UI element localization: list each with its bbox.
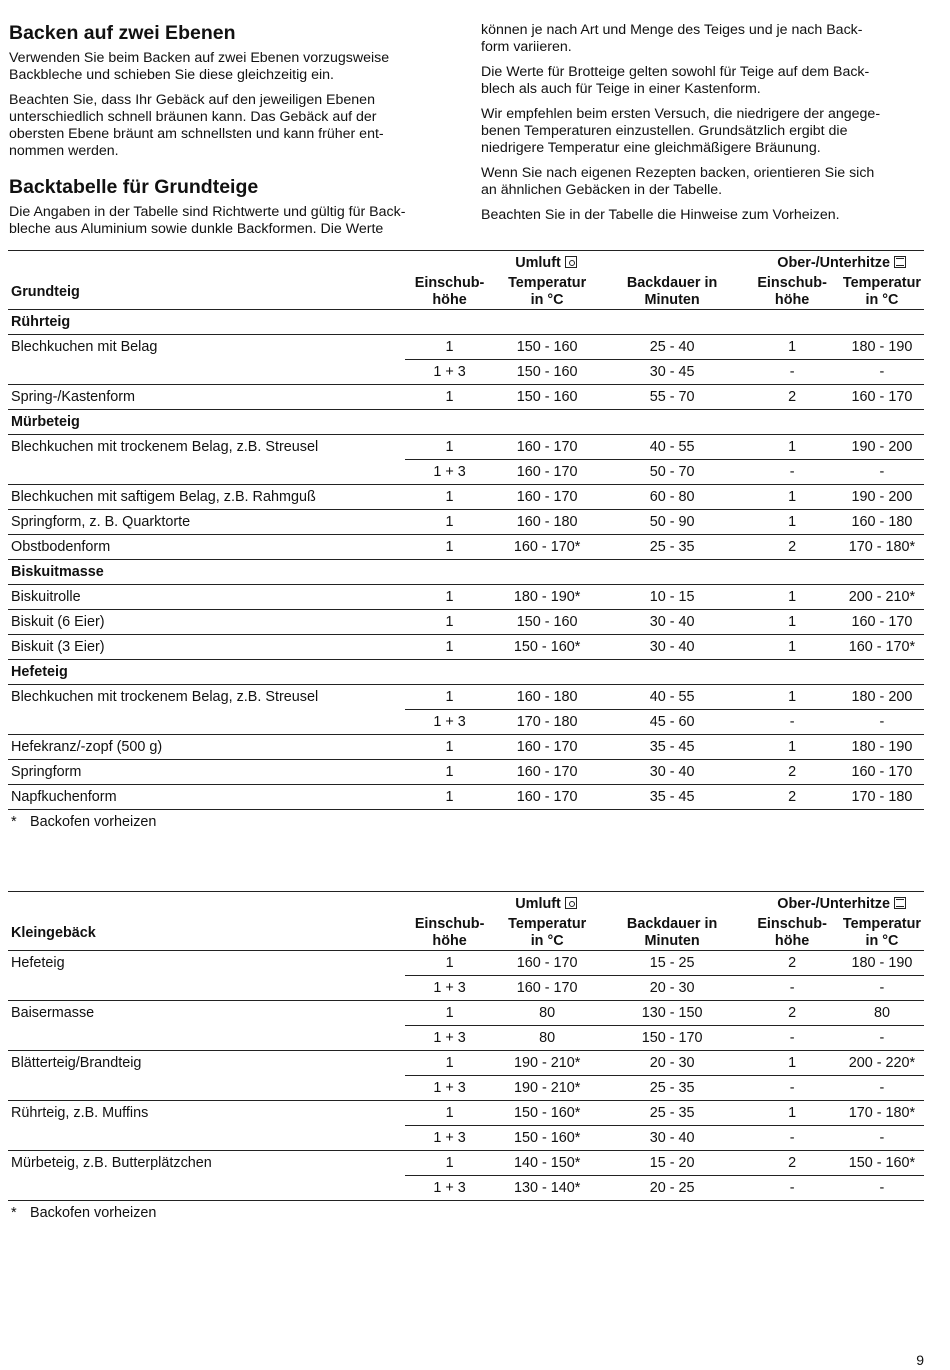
row-value: 35 - 45 (600, 735, 744, 760)
column-header-temperatur: Temperatur in °C (508, 916, 587, 949)
group-name: Biskuitmasse (8, 560, 924, 585)
ober-unterhitze-label: Ober-/Unterhitze (777, 255, 890, 271)
row-value: 1 (405, 635, 495, 660)
table-row (8, 510, 924, 535)
row-label: Obstbodenform (8, 535, 405, 560)
row-value: 130 - 140* (494, 1176, 599, 1201)
row-value: 1 (445, 955, 454, 971)
row-value: 160 - 180 (840, 510, 924, 535)
column-header-row (8, 275, 924, 310)
row-value: 180 - 200 (840, 685, 924, 710)
row-value: 80 (494, 1026, 599, 1051)
row-value: 25 - 35 (600, 1101, 744, 1126)
row-label: Blechkuchen mit saftigem Belag, z.B. Rahmguß (8, 485, 405, 510)
row-value: 1 (405, 510, 495, 535)
header-row (8, 892, 924, 917)
paragraph: Wenn Sie nach eigenen Rezepten backen, orientieren Sie sich an ähnlichen Gebäcken in der Tabelle. (481, 165, 875, 198)
row-value: 1 (744, 685, 840, 710)
left-text-column (9, 22, 454, 246)
group-name: Rührteig (11, 314, 71, 330)
row-value: 80 (494, 1001, 599, 1026)
row-value: 25 - 35 (600, 1076, 744, 1101)
row-value: 200 - 220* (840, 1051, 924, 1076)
header-spacer (8, 892, 405, 917)
table-row (8, 585, 924, 610)
column-header-row (8, 916, 924, 951)
row-value: 190 - 210* (494, 1051, 599, 1076)
column-header-einschub: Einschub- höhe (414, 916, 485, 949)
row-value: 160 - 170 (494, 435, 599, 460)
ober-unterhitze-header (744, 892, 924, 917)
row-value: 40 - 55 (600, 685, 744, 710)
row-value: 1 (405, 435, 495, 460)
row-label (8, 710, 405, 735)
row-value: 1 (405, 760, 495, 785)
row-label: Hefeteig (11, 955, 65, 972)
footnote-text: Backofen vorheizen (30, 1205, 157, 1221)
row-label (8, 976, 405, 1001)
row-value: 200 - 210* (840, 585, 924, 610)
footnote-row (8, 1201, 924, 1226)
table-row (8, 1151, 924, 1176)
footnote-mark: * (11, 1205, 17, 1221)
row-value: 1 + 3 (405, 460, 495, 485)
paragraph: Verwenden Sie beim Backen auf zwei Ebenen vorzugsweise Backbleche und schieben Sie diese gleichzeitig ein. (9, 50, 390, 83)
row-value: 30 - 45 (600, 360, 744, 385)
fan-oven-icon (565, 897, 577, 909)
table-row (8, 485, 924, 510)
row-value: 1 + 3 (405, 1176, 495, 1201)
row-value: 1 (744, 510, 840, 535)
row-value: 80 (840, 1001, 924, 1026)
column-header-temperatur: Temperatur in °C (842, 916, 921, 949)
row-label: Springform (8, 760, 405, 785)
ober-unterhitze-header (744, 251, 924, 276)
row-value: 20 - 30 (600, 976, 744, 1001)
row-value: 1 (744, 635, 840, 660)
paragraph: Die Werte für Brotteige gelten sowohl für Teige auf dem Back- blech als auch für Teige in einer Kastenform. (481, 64, 870, 97)
row-label: Napfkuchenform (8, 785, 405, 810)
row-value: 1 (744, 610, 840, 635)
row-value: 150 - 160 (494, 385, 599, 410)
row-value: - (744, 360, 840, 385)
row-value: 160 - 170 (494, 485, 599, 510)
row-value: 1 (405, 585, 495, 610)
row-label: Rührteig, z.B. Muffins (8, 1101, 405, 1126)
row-value: 30 - 40 (600, 1126, 744, 1151)
row-value: - (744, 1176, 840, 1201)
table-row (8, 1076, 924, 1101)
row-value: 1 (744, 585, 840, 610)
row-value: - (840, 1076, 924, 1101)
top-bottom-heat-icon (894, 897, 906, 909)
row-value: 150 - 160* (494, 635, 599, 660)
row-value: 160 - 170 (840, 760, 924, 785)
table-row (8, 685, 924, 710)
row-label (8, 1076, 405, 1101)
row-label: Biskuit (6 Eier) (8, 610, 405, 635)
row-label: Biskuitrolle (8, 585, 405, 610)
row-value: 55 - 70 (600, 385, 744, 410)
footnote (8, 810, 924, 835)
row-value: 1 (405, 1051, 495, 1076)
row-value: 170 - 180 (840, 785, 924, 810)
row-value: 30 - 40 (600, 760, 744, 785)
row-value: - (744, 1126, 840, 1151)
row-value: 1 (405, 785, 495, 810)
row-value: 1 (405, 1101, 495, 1126)
row-value: 1 (405, 735, 495, 760)
row-value: 180 - 190 (840, 335, 924, 360)
right-text-column (481, 22, 926, 232)
row-value: 35 - 45 (600, 785, 744, 810)
row-value: 1 (744, 435, 840, 460)
column-header-einschub: Einschub- höhe (414, 275, 485, 308)
row-value: - (744, 710, 840, 735)
row-value: 1 (405, 1151, 495, 1176)
ober-unterhitze-label: Ober-/Unterhitze (777, 896, 890, 912)
row-value: 1 + 3 (405, 1076, 495, 1101)
row-value: 160 - 170 (494, 735, 599, 760)
header-row (8, 251, 924, 276)
footnote-mark: * (11, 814, 17, 830)
group-header-row (8, 410, 924, 435)
page-number: 9 (916, 1352, 924, 1368)
table-row (8, 1176, 924, 1201)
top-bottom-heat-icon (894, 256, 906, 268)
row-label: Blechkuchen mit trockenem Belag, z.B. Streusel (8, 685, 405, 710)
footnote-row (8, 810, 924, 835)
row-value: 20 - 30 (600, 1051, 744, 1076)
row-value: 30 - 40 (600, 610, 744, 635)
row-value: 1 (405, 485, 495, 510)
group-header-row (8, 560, 924, 585)
row-value: 150 - 160 (494, 335, 599, 360)
row-value: - (840, 1176, 924, 1201)
row-value: 170 - 180 (494, 710, 599, 735)
row-value: 10 - 15 (600, 585, 744, 610)
table-row (8, 1026, 924, 1051)
row-value: 180 - 190* (494, 585, 599, 610)
umluft-header (405, 251, 745, 276)
row-value: 150 - 160 (494, 610, 599, 635)
column-header-einschub: Einschub- höhe (757, 275, 827, 308)
table-row (8, 335, 924, 360)
row-value: 60 - 80 (600, 485, 744, 510)
row-value: 180 - 190 (840, 735, 924, 760)
row-value: 160 - 170* (840, 635, 924, 660)
row-value: 150 - 160 (494, 360, 599, 385)
row-value: 40 - 55 (600, 435, 744, 460)
table-row (8, 1051, 924, 1076)
row-label (8, 460, 405, 485)
table-row (8, 1126, 924, 1151)
row-label: Hefekranz/-zopf (500 g) (8, 735, 405, 760)
group-name: Hefeteig (8, 660, 924, 685)
row-value: - (840, 360, 924, 385)
row-label: Spring-/Kastenform (8, 385, 405, 410)
row-value: - (744, 1026, 840, 1051)
row-value: 150 - 160* (840, 1151, 924, 1176)
row-value: 1 (744, 485, 840, 510)
row-value: 160 - 180 (494, 510, 599, 535)
row-value: 1 (405, 1001, 495, 1026)
row-value: 2 (788, 955, 797, 971)
row-value: 1 + 3 (405, 1026, 495, 1051)
paragraph: können je nach Art und Menge des Teiges und je nach Back- form variieren. (481, 22, 863, 55)
table-row (8, 760, 924, 785)
row-value: 1 (405, 685, 495, 710)
row-label: Springform, z. B. Quarktorte (8, 510, 405, 535)
row-value: 160 - 170 (840, 610, 924, 635)
row-value: 45 - 60 (600, 710, 744, 735)
row-label: Biskuit (3 Eier) (8, 635, 405, 660)
table-row (8, 951, 924, 976)
paragraph: Die Angaben in der Tabelle sind Richtwerte und gültig für Back- bleche aus Aluminium sowie dunkle Backformen. Die Werte (9, 204, 406, 237)
row-value: - (840, 710, 924, 735)
table-row (8, 435, 924, 460)
row-value: 1 + 3 (405, 1126, 495, 1151)
row-value: 15 - 25 (649, 955, 695, 971)
row-value: - (840, 1026, 924, 1051)
row-value: - (744, 1076, 840, 1101)
group-name: Mürbeteig (8, 410, 924, 435)
row-value: 1 (744, 335, 840, 360)
row-label: Baisermasse (8, 1001, 405, 1026)
row-value: 180 - 190 (851, 955, 913, 971)
column-header-temperatur: Temperatur in °C (508, 275, 587, 308)
paragraph: Beachten Sie, dass Ihr Gebäck auf den jeweiligen Ebenen unterschiedlich schnell bräunen kann. Das Gebäck auf der obersten Ebene bräunt am schnellsten und kann früher ent- nommen werden. (9, 92, 384, 159)
footnote-text: Backofen vorheizen (30, 814, 157, 830)
row-value: 2 (744, 535, 840, 560)
row-value: 160 - 170 (516, 955, 578, 971)
row-label (8, 1026, 405, 1051)
row-value: 1 + 3 (405, 976, 495, 1001)
row-label: Blechkuchen mit trockenem Belag, z.B. Streusel (8, 435, 405, 460)
baking-table-small-pastries (8, 891, 924, 1225)
row-value: 160 - 170 (494, 460, 599, 485)
row-value: 25 - 35 (600, 535, 744, 560)
row-value: 1 (744, 1051, 840, 1076)
row-value: 190 - 200 (840, 435, 924, 460)
row-value: 1 + 3 (405, 360, 495, 385)
table-row (8, 735, 924, 760)
row-value: 25 - 40 (600, 335, 744, 360)
column-header-backdauer: Backdauer in Minuten (626, 275, 718, 308)
row-value: 170 - 180* (840, 1101, 924, 1126)
paragraph: Wir empfehlen beim ersten Versuch, die niedrigere der angege- benen Temperaturen einzustellen. Grundsätzlich ergibt die niedrigere Temperatur eine gleichmäßigere Bräunung. (481, 106, 881, 156)
row-value: - (744, 976, 840, 1001)
row-value: 150 - 170 (600, 1026, 744, 1051)
row-value: - (744, 460, 840, 485)
heading-baking-table: Backtabelle für Grundteige (9, 176, 259, 198)
row-value: 130 - 150 (600, 1001, 744, 1026)
table-row (8, 460, 924, 485)
table-row (8, 785, 924, 810)
row-value: 160 - 180 (494, 685, 599, 710)
umluft-label: Umluft (515, 896, 561, 912)
row-value: 190 - 200 (840, 485, 924, 510)
table-row (8, 710, 924, 735)
baking-table-basic-doughs (8, 250, 924, 834)
row-value: 170 - 180* (840, 535, 924, 560)
row-value: 160 - 170* (494, 535, 599, 560)
row-value: 50 - 70 (600, 460, 744, 485)
row-value: 15 - 20 (600, 1151, 744, 1176)
table-title: Kleingebäck (11, 924, 96, 941)
group-header-row (8, 310, 924, 335)
row-value: 150 - 160* (494, 1126, 599, 1151)
row-value: 140 - 150* (494, 1151, 599, 1176)
row-value: 190 - 210* (494, 1076, 599, 1101)
row-value: 1 + 3 (405, 710, 495, 735)
table-row (8, 1001, 924, 1026)
table-row (8, 1101, 924, 1126)
row-value: 2 (744, 385, 840, 410)
row-value: - (840, 460, 924, 485)
table-title: Grundteig (11, 283, 80, 300)
row-value: 20 - 25 (600, 1176, 744, 1201)
umluft-label: Umluft (515, 255, 561, 271)
row-value: 2 (744, 1151, 840, 1176)
row-value: - (840, 1126, 924, 1151)
fan-oven-icon (565, 256, 577, 268)
row-label: Blätterteig/Brandteig (8, 1051, 405, 1076)
group-header-row (8, 660, 924, 685)
column-header-einschub: Einschub- höhe (757, 916, 827, 949)
table-row (8, 360, 924, 385)
table-row (8, 535, 924, 560)
heading-two-levels: Backen auf zwei Ebenen (9, 22, 236, 44)
row-value: 160 - 170 (494, 760, 599, 785)
row-value: 160 - 170 (494, 785, 599, 810)
row-value: 30 - 40 (600, 635, 744, 660)
row-label (8, 1176, 405, 1201)
row-label: Blechkuchen mit Belag (8, 335, 405, 360)
table-row (8, 610, 924, 635)
row-label (8, 1126, 405, 1151)
table-row (8, 635, 924, 660)
footnote (8, 1201, 924, 1226)
table-row (8, 976, 924, 1001)
row-value: 1 (405, 610, 495, 635)
row-value: 1 (744, 735, 840, 760)
row-value: 1 (405, 385, 495, 410)
row-label (8, 360, 405, 385)
row-value: 1 (744, 1101, 840, 1126)
row-value: 1 (405, 535, 495, 560)
row-value: 2 (744, 760, 840, 785)
umluft-header (405, 892, 745, 917)
row-value: 50 - 90 (600, 510, 744, 535)
paragraph: Beachten Sie in der Tabelle die Hinweise zum Vorheizen. (481, 207, 840, 223)
row-value: 160 - 170 (840, 385, 924, 410)
row-value: 150 - 160* (494, 1101, 599, 1126)
header-spacer (8, 251, 405, 276)
column-header-temperatur: Temperatur in °C (842, 275, 921, 308)
table-row (8, 385, 924, 410)
row-label: Mürbeteig, z.B. Butterplätzchen (8, 1151, 405, 1176)
row-value: 160 - 170 (494, 976, 599, 1001)
row-value: 2 (744, 785, 840, 810)
row-value: 1 (405, 335, 495, 360)
column-header-backdauer: Backdauer in Minuten (626, 916, 718, 949)
row-value: 2 (744, 1001, 840, 1026)
row-value: - (840, 976, 924, 1001)
